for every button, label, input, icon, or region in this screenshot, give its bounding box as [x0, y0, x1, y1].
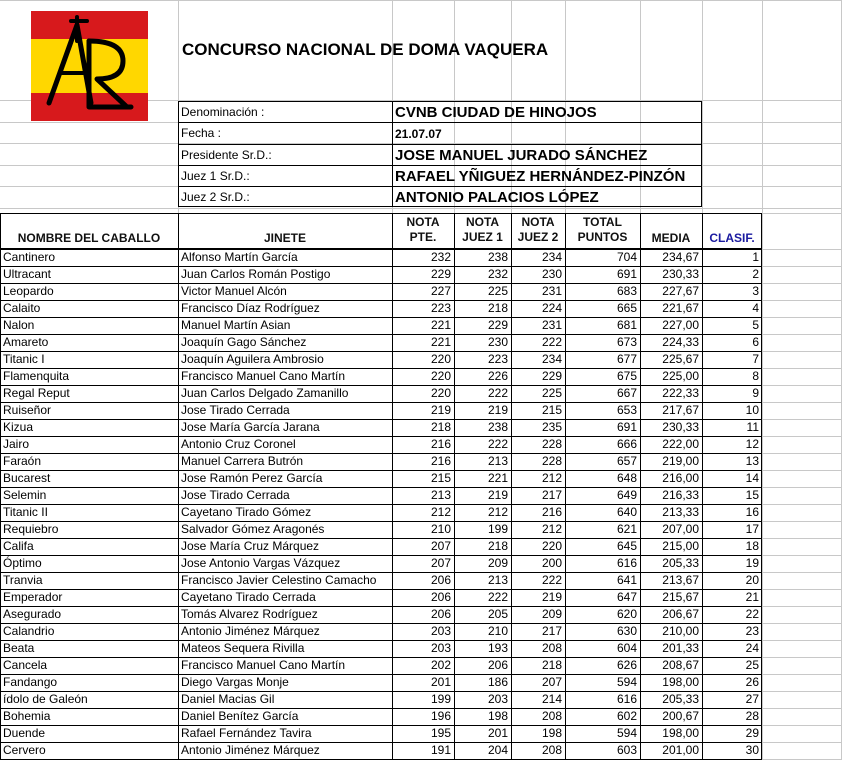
- cell-caballo[interactable]: Bucarest: [3, 471, 51, 485]
- cell-caballo[interactable]: Titanic I: [3, 352, 45, 366]
- cell-nota-juez1[interactable]: 225: [487, 284, 508, 298]
- cell-jinete[interactable]: Francisco Manuel Cano Martín: [181, 658, 346, 672]
- cell-media[interactable]: 227,67: [662, 284, 699, 298]
- cell-total[interactable]: 641: [616, 573, 637, 587]
- cell-nota-juez2[interactable]: 212: [541, 522, 562, 536]
- cell-total[interactable]: 603: [616, 743, 637, 757]
- cell-jinete[interactable]: Alfonso Martín García: [181, 250, 298, 264]
- cell-total[interactable]: 648: [616, 471, 637, 485]
- cell-clasif[interactable]: 7: [752, 352, 759, 366]
- cell-media[interactable]: 213,67: [662, 573, 699, 587]
- cell-nota-pte[interactable]: 229: [430, 267, 451, 281]
- cell-clasif[interactable]: 23: [745, 624, 759, 638]
- cell-nota-juez1[interactable]: 230: [487, 335, 508, 349]
- cell-nota-juez2[interactable]: 214: [541, 692, 562, 706]
- cell-caballo[interactable]: Cancela: [3, 658, 48, 672]
- cell-nota-pte[interactable]: 202: [430, 658, 451, 672]
- cell-nota-juez2[interactable]: 198: [541, 726, 562, 740]
- cell-total[interactable]: 665: [616, 301, 637, 315]
- info-label: Juez 1 Sr.D.:: [181, 169, 250, 183]
- cell-media[interactable]: 200,67: [662, 709, 699, 723]
- grid-row-line: [0, 0, 842, 1]
- cell-jinete[interactable]: Rafael Fernández Tavira: [181, 726, 312, 740]
- cell-clasif[interactable]: 15: [745, 488, 759, 502]
- cell-jinete[interactable]: Jose María García Jarana: [181, 420, 320, 434]
- cell-media[interactable]: 234,67: [662, 250, 699, 264]
- cell-media[interactable]: 205,33: [662, 556, 699, 570]
- cell-clasif[interactable]: 26: [745, 675, 759, 689]
- info-row-separator: [178, 165, 702, 166]
- cell-nota-juez2[interactable]: 228: [541, 454, 562, 468]
- cell-jinete[interactable]: Joaquín Gago Sánchez: [181, 335, 307, 349]
- cell-media[interactable]: 206,67: [662, 607, 699, 621]
- cell-nota-juez1[interactable]: 213: [487, 573, 508, 587]
- cell-nota-juez2[interactable]: 208: [541, 709, 562, 723]
- cell-nota-juez1[interactable]: 205: [487, 607, 508, 621]
- cell-clasif[interactable]: 28: [745, 709, 759, 723]
- header-total-line1: TOTAL: [583, 215, 622, 229]
- header-caballo[interactable]: NOMBRE DEL CABALLO: [17, 231, 161, 245]
- cell-nota-juez1[interactable]: 219: [487, 403, 508, 417]
- cell-nota-juez1[interactable]: 209: [487, 556, 508, 570]
- cell-nota-juez1[interactable]: 201: [487, 726, 508, 740]
- cell-jinete[interactable]: Jose María Cruz Márquez: [181, 539, 320, 553]
- cell-total[interactable]: 604: [616, 641, 637, 655]
- logo-flag-top: [31, 11, 148, 39]
- cell-caballo[interactable]: Leopardo: [3, 284, 54, 298]
- cell-jinete[interactable]: Antonio Cruz Coronel: [181, 437, 296, 451]
- cell-nota-pte[interactable]: 207: [430, 539, 451, 553]
- cell-nota-juez2[interactable]: 208: [541, 743, 562, 757]
- cell-nota-pte[interactable]: 213: [430, 488, 451, 502]
- cell-nota-juez2[interactable]: 222: [541, 335, 562, 349]
- cell-clasif[interactable]: 16: [745, 505, 759, 519]
- cell-caballo[interactable]: Calandrio: [3, 624, 55, 638]
- cell-caballo[interactable]: Beata: [3, 641, 35, 655]
- cell-total[interactable]: 647: [616, 590, 637, 604]
- cell-caballo[interactable]: Asegurado: [3, 607, 62, 621]
- cell-media[interactable]: 225,00: [662, 369, 699, 383]
- info-row-separator: [178, 186, 702, 187]
- cell-nota-juez1[interactable]: 218: [487, 539, 508, 553]
- cell-clasif[interactable]: 27: [745, 692, 759, 706]
- cell-nota-juez1[interactable]: 238: [487, 420, 508, 434]
- cell-nota-pte[interactable]: 223: [430, 301, 451, 315]
- cell-nota-juez2[interactable]: 235: [541, 420, 562, 434]
- cell-nota-pte[interactable]: 195: [430, 726, 451, 740]
- cell-nota-pte[interactable]: 221: [430, 318, 451, 332]
- cell-jinete[interactable]: Cayetano Tirado Cerrada: [181, 590, 316, 604]
- cell-total[interactable]: 653: [616, 403, 637, 417]
- page-title: CONCURSO NACIONAL DE DOMA VAQUERA: [182, 40, 549, 59]
- cell-media[interactable]: 224,33: [662, 335, 699, 349]
- cell-nota-juez1[interactable]: 193: [487, 641, 508, 655]
- cell-nota-pte[interactable]: 219: [430, 403, 451, 417]
- cell-nota-juez2[interactable]: 228: [541, 437, 562, 451]
- cell-total[interactable]: 691: [616, 420, 637, 434]
- table-body-border: [0, 249, 762, 759]
- cell-nota-juez1[interactable]: 218: [487, 301, 508, 315]
- cell-media[interactable]: 210,00: [662, 624, 699, 638]
- cell-caballo[interactable]: Selemin: [3, 488, 47, 502]
- cell-nota-juez2[interactable]: 231: [541, 284, 562, 298]
- info-value[interactable]: JOSE MANUEL JURADO SÁNCHEZ: [395, 147, 648, 164]
- cell-total[interactable]: 645: [616, 539, 637, 553]
- header-nota-juez2-line1: NOTA: [521, 215, 555, 229]
- cell-nota-pte[interactable]: 203: [430, 624, 451, 638]
- cell-nota-juez2[interactable]: 212: [541, 471, 562, 485]
- cell-nota-juez1[interactable]: 222: [487, 590, 508, 604]
- cell-clasif[interactable]: 12: [745, 437, 759, 451]
- cell-clasif[interactable]: 9: [752, 386, 759, 400]
- cell-nota-pte[interactable]: 212: [430, 505, 451, 519]
- cell-nota-juez2[interactable]: 222: [541, 573, 562, 587]
- cell-caballo[interactable]: Óptimo: [3, 556, 42, 570]
- cell-nota-pte[interactable]: 220: [430, 386, 451, 400]
- cell-clasif[interactable]: 19: [745, 556, 759, 570]
- cell-total[interactable]: 691: [616, 267, 637, 281]
- cell-nota-pte[interactable]: 215: [430, 471, 451, 485]
- cell-clasif[interactable]: 29: [745, 726, 759, 740]
- cell-clasif[interactable]: 11: [746, 420, 759, 434]
- cell-total[interactable]: 666: [616, 437, 637, 451]
- cell-jinete[interactable]: Antonio Jiménez Márquez: [181, 624, 320, 638]
- header-nota-pte-line1: NOTA: [406, 215, 440, 229]
- cell-nota-pte[interactable]: 196: [430, 709, 451, 723]
- cell-media[interactable]: 216,00: [662, 471, 699, 485]
- cell-jinete[interactable]: Cayetano Tirado Gómez: [181, 505, 312, 519]
- cell-total[interactable]: 602: [616, 709, 637, 723]
- cell-nota-juez2[interactable]: 234: [541, 352, 562, 366]
- cell-nota-juez1[interactable]: 221: [487, 471, 508, 485]
- cell-jinete[interactable]: Salvador Gómez Aragonés: [181, 522, 325, 536]
- cell-jinete[interactable]: Diego Vargas Monje: [181, 675, 289, 689]
- cell-nota-pte[interactable]: 220: [430, 352, 451, 366]
- cell-jinete[interactable]: Jose Tirado Cerrada: [181, 403, 290, 417]
- cell-nota-juez1[interactable]: 223: [487, 352, 508, 366]
- cell-caballo[interactable]: Titanic II: [3, 505, 48, 519]
- cell-nota-pte[interactable]: 206: [430, 607, 451, 621]
- cell-nota-pte[interactable]: 201: [430, 675, 451, 689]
- cell-jinete[interactable]: Francisco Díaz Rodríguez: [181, 301, 320, 315]
- cell-media[interactable]: 230,33: [662, 420, 699, 434]
- cell-jinete[interactable]: Jose Tirado Cerrada: [181, 488, 290, 502]
- cell-total[interactable]: 626: [616, 658, 637, 672]
- cell-nota-pte[interactable]: 227: [430, 284, 451, 298]
- cell-total[interactable]: 667: [616, 386, 637, 400]
- cell-caballo[interactable]: Requiebro: [3, 522, 59, 536]
- cell-clasif[interactable]: 14: [745, 471, 759, 485]
- cell-nota-juez2[interactable]: 220: [541, 539, 562, 553]
- cell-caballo[interactable]: Flamenquita: [3, 369, 70, 383]
- cell-nota-juez2[interactable]: 218: [541, 658, 562, 672]
- header-nota-pte[interactable]: [392, 215, 454, 245]
- cell-nota-juez1[interactable]: 199: [487, 522, 508, 536]
- header-nota-juez1-line2: JUEZ 1: [462, 230, 503, 244]
- federation-logo: [31, 11, 148, 121]
- cell-nota-juez2[interactable]: 215: [541, 403, 562, 417]
- cell-caballo[interactable]: Califa: [3, 539, 34, 553]
- info-label: Presidente Sr.D.:: [181, 148, 272, 162]
- cell-media[interactable]: 215,67: [662, 590, 699, 604]
- cell-jinete[interactable]: Daniel Benítez García: [181, 709, 299, 723]
- cell-nota-juez1[interactable]: 226: [487, 369, 508, 383]
- cell-jinete[interactable]: Jose Ramón Perez García: [181, 471, 323, 485]
- cell-clasif[interactable]: 1: [752, 250, 759, 264]
- cell-total[interactable]: 594: [616, 726, 637, 740]
- info-label: Juez 2 Sr.D.:: [181, 190, 250, 204]
- cell-total[interactable]: 616: [616, 692, 637, 706]
- cell-nota-juez1[interactable]: 212: [487, 505, 508, 519]
- cell-media[interactable]: 213,33: [662, 505, 699, 519]
- cell-total[interactable]: 673: [616, 335, 637, 349]
- cell-nota-juez1[interactable]: 229: [487, 318, 508, 332]
- cell-nota-pte[interactable]: 218: [430, 420, 451, 434]
- cell-media[interactable]: 222,33: [662, 386, 699, 400]
- cell-media[interactable]: 230,33: [662, 267, 699, 281]
- cell-media[interactable]: 221,67: [662, 301, 699, 315]
- cell-clasif[interactable]: 5: [752, 318, 759, 332]
- cell-caballo[interactable]: Cervero: [3, 743, 46, 757]
- cell-media[interactable]: 201,33: [662, 641, 699, 655]
- cell-caballo[interactable]: Bohemia: [3, 709, 51, 723]
- cell-clasif[interactable]: 17: [745, 522, 759, 536]
- cell-nota-pte[interactable]: 207: [430, 556, 451, 570]
- cell-total[interactable]: 657: [616, 454, 637, 468]
- cell-nota-juez2[interactable]: 230: [541, 267, 562, 281]
- cell-clasif[interactable]: 22: [745, 607, 759, 621]
- cell-nota-juez1[interactable]: 203: [487, 692, 508, 706]
- header-jinete[interactable]: JINETE: [263, 231, 306, 245]
- cell-jinete[interactable]: Jose Antonio Vargas Vázquez: [181, 556, 341, 570]
- info-value[interactable]: RAFAEL YÑIGUEZ HERNÁNDEZ-PINZÓN: [395, 168, 686, 185]
- cell-jinete[interactable]: Mateos Sequera Rivilla: [181, 641, 305, 655]
- cell-nota-juez1[interactable]: 186: [487, 675, 508, 689]
- info-value[interactable]: 21.07.07: [395, 127, 442, 141]
- cell-jinete[interactable]: Antonio Jiménez Márquez: [181, 743, 320, 757]
- cell-media[interactable]: 201,00: [662, 743, 699, 757]
- cell-media[interactable]: 222,00: [662, 437, 699, 451]
- cell-clasif[interactable]: 30: [745, 743, 759, 757]
- cell-nota-juez1[interactable]: 213: [487, 454, 508, 468]
- cell-jinete[interactable]: Victor Manuel Alcón: [181, 284, 287, 298]
- grid-col-line: [762, 0, 763, 759]
- cell-nota-pte[interactable]: 206: [430, 590, 451, 604]
- cell-clasif[interactable]: 13: [745, 454, 759, 468]
- cell-nota-juez2[interactable]: 231: [541, 318, 562, 332]
- header-nota-juez1-line1: NOTA: [465, 215, 500, 229]
- cell-jinete[interactable]: Juan Carlos Román Postigo: [181, 267, 331, 281]
- cell-caballo[interactable]: Ruiseñor: [3, 403, 52, 417]
- cell-nota-juez1[interactable]: 204: [487, 743, 508, 757]
- grid-row-line: [0, 208, 842, 209]
- cell-nota-juez2[interactable]: 209: [541, 607, 562, 621]
- cell-jinete[interactable]: Daniel Macias Gil: [181, 692, 275, 706]
- header-nota-pte-line2: PTE.: [409, 230, 437, 244]
- cell-clasif[interactable]: 18: [745, 539, 759, 553]
- cell-caballo[interactable]: Amareto: [3, 335, 49, 349]
- cell-nota-juez2[interactable]: 225: [541, 386, 562, 400]
- header-nota-juez2[interactable]: [511, 215, 565, 245]
- cell-jinete[interactable]: Manuel Carrera Butrón: [181, 454, 304, 468]
- cell-total[interactable]: 630: [616, 624, 637, 638]
- cell-nota-juez1[interactable]: 219: [487, 488, 508, 502]
- cell-nota-juez2[interactable]: 216: [541, 505, 562, 519]
- cell-total[interactable]: 620: [616, 607, 637, 621]
- cell-caballo[interactable]: Calaito: [3, 301, 41, 315]
- cell-total[interactable]: 616: [616, 556, 637, 570]
- info-value[interactable]: ANTONIO PALACIOS LÓPEZ: [395, 189, 599, 206]
- cell-total[interactable]: 681: [616, 318, 637, 332]
- cell-total[interactable]: 675: [616, 369, 637, 383]
- cell-nota-juez2[interactable]: 217: [541, 624, 562, 638]
- info-label: Fecha :: [181, 126, 222, 140]
- cell-nota-juez2[interactable]: 200: [541, 556, 562, 570]
- cell-nota-juez2[interactable]: 217: [541, 488, 562, 502]
- cell-nota-juez2[interactable]: 219: [541, 590, 562, 604]
- cell-clasif[interactable]: 10: [745, 403, 759, 417]
- cell-clasif[interactable]: 3: [752, 284, 759, 298]
- cell-media[interactable]: 216,33: [662, 488, 699, 502]
- cell-total[interactable]: 649: [616, 488, 637, 502]
- header-clasif[interactable]: CLASIF.: [709, 231, 755, 245]
- cell-total[interactable]: 640: [616, 505, 637, 519]
- cell-media[interactable]: 227,00: [662, 318, 699, 332]
- cell-caballo[interactable]: Kizua: [3, 420, 34, 434]
- cell-caballo[interactable]: Tranvia: [3, 573, 43, 587]
- cell-total[interactable]: 594: [616, 675, 637, 689]
- header-nota-juez2-line2: JUEZ 2: [517, 230, 559, 244]
- cell-nota-pte[interactable]: 216: [430, 437, 451, 451]
- cell-total[interactable]: 677: [616, 352, 637, 366]
- cell-jinete[interactable]: Francisco Javier Celestino Camacho: [181, 573, 377, 587]
- cell-jinete[interactable]: Joaquín Aguilera Ambrosio: [181, 352, 324, 366]
- cell-jinete[interactable]: Tomás Alvarez Rodríguez: [181, 607, 318, 621]
- info-label: Denominación :: [181, 105, 265, 119]
- cell-nota-juez1[interactable]: 222: [487, 437, 508, 451]
- cell-caballo[interactable]: Cantinero: [3, 250, 56, 264]
- cell-nota-pte[interactable]: 191: [430, 743, 451, 757]
- cell-nota-juez1[interactable]: 222: [487, 386, 508, 400]
- cell-nota-pte[interactable]: 206: [430, 573, 451, 587]
- header-total-line2: PUNTOS: [577, 230, 628, 244]
- cell-jinete[interactable]: Juan Carlos Delgado Zamanillo: [181, 386, 349, 400]
- cell-nota-pte[interactable]: 221: [430, 335, 451, 349]
- cell-nota-juez2[interactable]: 229: [541, 369, 562, 383]
- cell-clasif[interactable]: 4: [752, 301, 759, 315]
- cell-nota-juez1[interactable]: 198: [487, 709, 508, 723]
- cell-caballo[interactable]: Nalon: [3, 318, 35, 332]
- cell-nota-juez1[interactable]: 210: [487, 624, 508, 638]
- cell-caballo[interactable]: Fandango: [3, 675, 58, 689]
- cell-total[interactable]: 683: [616, 284, 637, 298]
- header-media[interactable]: MEDIA: [651, 231, 691, 245]
- cell-caballo[interactable]: Jairo: [3, 437, 30, 451]
- cell-caballo[interactable]: Duende: [3, 726, 46, 740]
- cell-caballo[interactable]: Faraón: [3, 454, 42, 468]
- cell-nota-juez1[interactable]: 206: [487, 658, 508, 672]
- cell-nota-juez2[interactable]: 208: [541, 641, 562, 655]
- cell-clasif[interactable]: 25: [745, 658, 759, 672]
- cell-nota-juez2[interactable]: 207: [541, 675, 562, 689]
- cell-clasif[interactable]: 21: [745, 590, 759, 604]
- cell-jinete[interactable]: Francisco Manuel Cano Martín: [181, 369, 346, 383]
- cell-total[interactable]: 704: [616, 250, 637, 264]
- cell-media[interactable]: 207,00: [662, 522, 699, 536]
- cell-jinete[interactable]: Manuel Martín Asian: [181, 318, 291, 332]
- cell-nota-pte[interactable]: 220: [430, 369, 451, 383]
- cell-nota-juez2[interactable]: 234: [541, 250, 562, 264]
- info-row-separator: [178, 122, 702, 123]
- cell-caballo[interactable]: Emperador: [3, 590, 63, 604]
- cell-nota-juez1[interactable]: 238: [487, 250, 508, 264]
- header-total-puntos[interactable]: [565, 215, 640, 245]
- cell-media[interactable]: 215,00: [662, 539, 699, 553]
- cell-caballo[interactable]: ídolo de Galeón: [3, 692, 88, 706]
- cell-nota-pte[interactable]: 232: [430, 250, 451, 264]
- cell-clasif[interactable]: 8: [752, 369, 759, 383]
- cell-nota-pte[interactable]: 203: [430, 641, 451, 655]
- cell-nota-pte[interactable]: 210: [430, 522, 451, 536]
- info-value[interactable]: CVNB CIUDAD DE HINOJOS: [395, 104, 597, 121]
- info-row-separator: [178, 144, 702, 145]
- cell-media[interactable]: 217,67: [662, 403, 699, 417]
- cell-clasif[interactable]: 2: [752, 267, 759, 281]
- header-nota-juez1[interactable]: [454, 215, 511, 245]
- cell-media[interactable]: 198,00: [662, 726, 699, 740]
- cell-media[interactable]: 225,67: [662, 352, 699, 366]
- cell-caballo[interactable]: Regal Reput: [3, 386, 70, 400]
- cell-caballo[interactable]: Ultracant: [3, 267, 52, 281]
- cell-total[interactable]: 621: [616, 522, 637, 536]
- cell-media[interactable]: 198,00: [662, 675, 699, 689]
- cell-nota-pte[interactable]: 199: [430, 692, 451, 706]
- cell-media[interactable]: 208,67: [662, 658, 699, 672]
- cell-clasif[interactable]: 6: [752, 335, 759, 349]
- cell-nota-juez1[interactable]: 232: [487, 267, 508, 281]
- cell-media[interactable]: 205,33: [662, 692, 699, 706]
- cell-nota-juez2[interactable]: 224: [541, 301, 562, 315]
- cell-nota-pte[interactable]: 216: [430, 454, 451, 468]
- cell-clasif[interactable]: 24: [745, 641, 759, 655]
- cell-clasif[interactable]: 20: [745, 573, 759, 587]
- cell-media[interactable]: 219,00: [662, 454, 699, 468]
